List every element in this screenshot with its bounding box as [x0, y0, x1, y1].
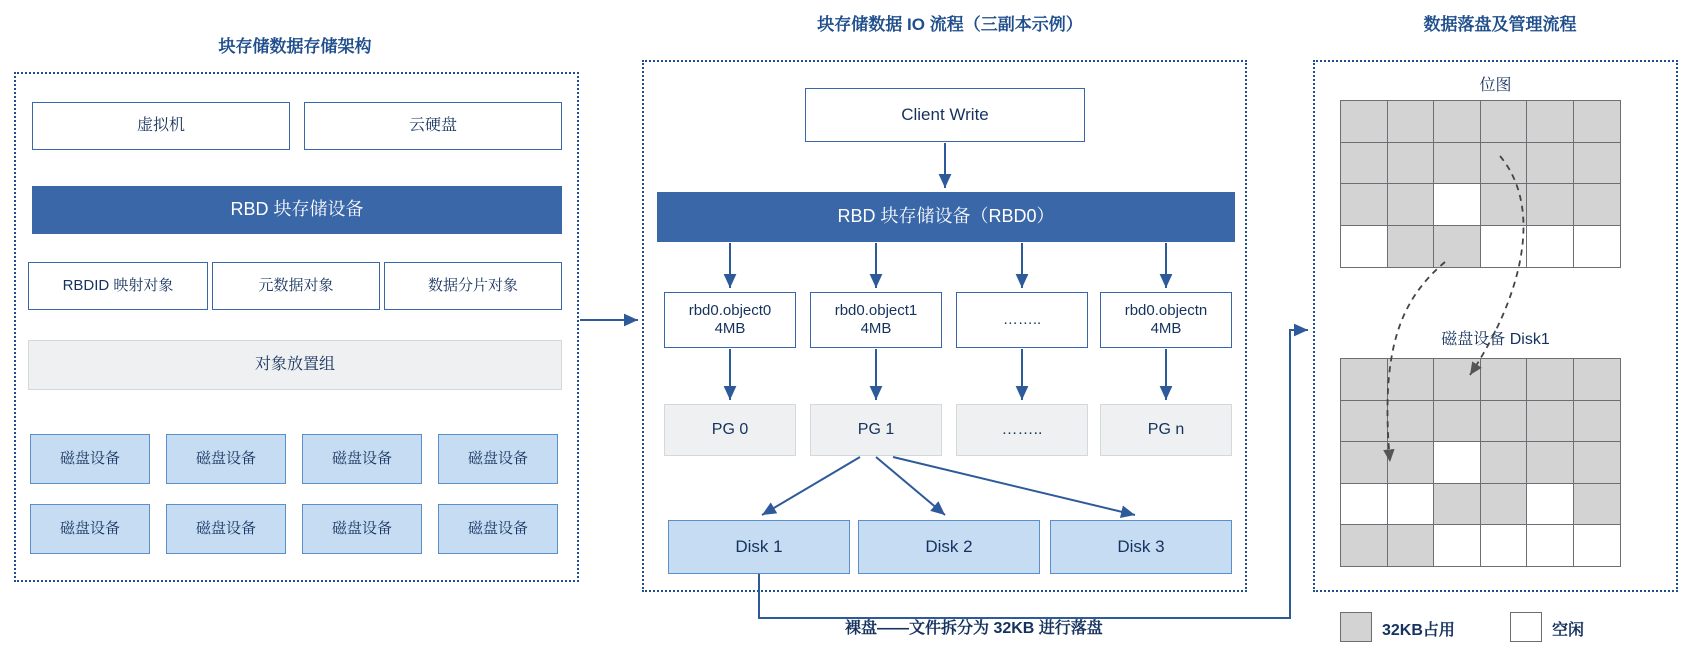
- disk-cell: [1573, 400, 1621, 443]
- bitmap-cell: [1387, 225, 1435, 268]
- disk-cell: [1526, 524, 1574, 567]
- io-object-box-0: [664, 292, 796, 348]
- bitmap-cell: [1480, 142, 1528, 185]
- bitmap-cell: [1433, 183, 1481, 226]
- panel-title-storage-flow: 数据落盘及管理流程: [1423, 15, 1577, 34]
- storage-bitmap-title: 位图: [1479, 77, 1512, 94]
- disk-cell: [1573, 358, 1621, 401]
- arch-rbd-device-box: RBD 块存储设备: [32, 186, 562, 234]
- arch-data-shard-object-box: 数据分片对象: [384, 262, 562, 310]
- bitmap-cell: [1340, 183, 1388, 226]
- io-object-size-3: 4MB: [1150, 320, 1182, 337]
- disk-cell: [1433, 524, 1481, 567]
- io-pg-box-2: ……..: [956, 404, 1088, 456]
- bitmap-cell: [1573, 142, 1621, 185]
- arch-disk-device-2: 磁盘设备: [166, 434, 286, 484]
- disk-cell: [1480, 400, 1528, 443]
- io-object-box-1: [810, 292, 942, 348]
- disk-cell: [1387, 358, 1435, 401]
- bitmap-cell: [1340, 225, 1388, 268]
- disk-cell: [1526, 358, 1574, 401]
- disk-cell: [1340, 441, 1388, 484]
- bitmap-cell: [1387, 142, 1435, 185]
- legend-swatch-used: [1340, 612, 1372, 642]
- disk-cell: [1387, 483, 1435, 526]
- bitmap-grid: [1340, 100, 1646, 278]
- disk-cell: [1573, 441, 1621, 484]
- disk-cell: [1526, 441, 1574, 484]
- disk-cell: [1480, 524, 1528, 567]
- io-object-box-3: [1100, 292, 1232, 348]
- bitmap-cell: [1433, 142, 1481, 185]
- io-object-name-2: ……..: [1002, 311, 1042, 328]
- arch-placement-group-box: 对象放置组: [28, 340, 562, 390]
- disk-cell: [1340, 524, 1388, 567]
- disk-cell: [1433, 483, 1481, 526]
- disk-cell: [1480, 441, 1528, 484]
- io-client-write-box: Client Write: [805, 88, 1085, 142]
- io-pg-box-1: PG 1: [810, 404, 942, 456]
- bitmap-cell: [1526, 183, 1574, 226]
- disk-cell: [1433, 358, 1481, 401]
- bitmap-cell: [1340, 100, 1388, 143]
- disk-cell: [1526, 400, 1574, 443]
- bitmap-cell: [1573, 183, 1621, 226]
- io-object-box-2: [956, 292, 1088, 348]
- bitmap-cell: [1340, 142, 1388, 185]
- bitmap-cell: [1526, 100, 1574, 143]
- disk-grid: [1340, 358, 1646, 580]
- io-object-name-0: rbd0.object0: [688, 302, 772, 319]
- bitmap-cell: [1387, 100, 1435, 143]
- io-object-name-1: rbd0.object1: [834, 302, 918, 319]
- panel-title-architecture: 块存储数据存储架构: [218, 37, 372, 56]
- bitmap-cell: [1526, 142, 1574, 185]
- io-object-size-1: 4MB: [860, 320, 892, 337]
- arch-metadata-object-box: 元数据对象: [212, 262, 380, 310]
- bitmap-cell: [1433, 225, 1481, 268]
- bitmap-cell: [1480, 183, 1528, 226]
- disk-cell: [1340, 358, 1388, 401]
- disk-cell: [1433, 441, 1481, 484]
- legend-label-free: 空闲: [1552, 622, 1585, 639]
- disk-cell: [1480, 358, 1528, 401]
- arch-disk-device-5: 磁盘设备: [30, 504, 150, 554]
- arch-disk-device-1: 磁盘设备: [30, 434, 150, 484]
- io-object-name-3: rbd0.objectn: [1124, 302, 1208, 319]
- arch-disk-device-3: 磁盘设备: [302, 434, 422, 484]
- arch-disk-device-4: 磁盘设备: [438, 434, 558, 484]
- disk-cell: [1480, 483, 1528, 526]
- storage-disk-title: 磁盘设备 Disk1: [1441, 331, 1550, 348]
- arch-disk-device-8: 磁盘设备: [438, 504, 558, 554]
- bitmap-cell: [1387, 183, 1435, 226]
- bitmap-cell: [1573, 100, 1621, 143]
- disk-cell: [1573, 524, 1621, 567]
- arch-vm-box: 虚拟机: [32, 102, 290, 150]
- disk-cell: [1387, 524, 1435, 567]
- bitmap-cell: [1573, 225, 1621, 268]
- panel-title-io-flow: 块存储数据 IO 流程（三副本示例）: [817, 15, 1083, 34]
- legend-label-used: 32KB占用: [1382, 622, 1455, 639]
- arch-rbdid-map-box: RBDID 映射对象: [28, 262, 208, 310]
- disk-cell: [1433, 400, 1481, 443]
- io-disk-box-3: Disk 3: [1050, 520, 1232, 574]
- disk-cell: [1387, 400, 1435, 443]
- disk-cell: [1573, 483, 1621, 526]
- bitmap-cell: [1526, 225, 1574, 268]
- disk-cell: [1526, 483, 1574, 526]
- disk-cell: [1340, 483, 1388, 526]
- arch-disk-device-7: 磁盘设备: [302, 504, 422, 554]
- io-disk-box-1: Disk 1: [668, 520, 850, 574]
- arch-disk-device-6: 磁盘设备: [166, 504, 286, 554]
- io-object-size-0: 4MB: [714, 320, 746, 337]
- disk-cell: [1387, 441, 1435, 484]
- legend-swatch-free: [1510, 612, 1542, 642]
- io-disk-box-2: Disk 2: [858, 520, 1040, 574]
- io-rbd-device-box: RBD 块存储设备（RBD0）: [657, 192, 1235, 242]
- bitmap-cell: [1433, 100, 1481, 143]
- disk-cell: [1340, 400, 1388, 443]
- io-pg-box-0: PG 0: [664, 404, 796, 456]
- io-pg-box-3: PG n: [1100, 404, 1232, 456]
- io-footer-note: 裸盘——文件拆分为 32KB 进行落盘: [845, 620, 1103, 637]
- arch-cloud-disk-box: 云硬盘: [304, 102, 562, 150]
- bitmap-cell: [1480, 225, 1528, 268]
- bitmap-cell: [1480, 100, 1528, 143]
